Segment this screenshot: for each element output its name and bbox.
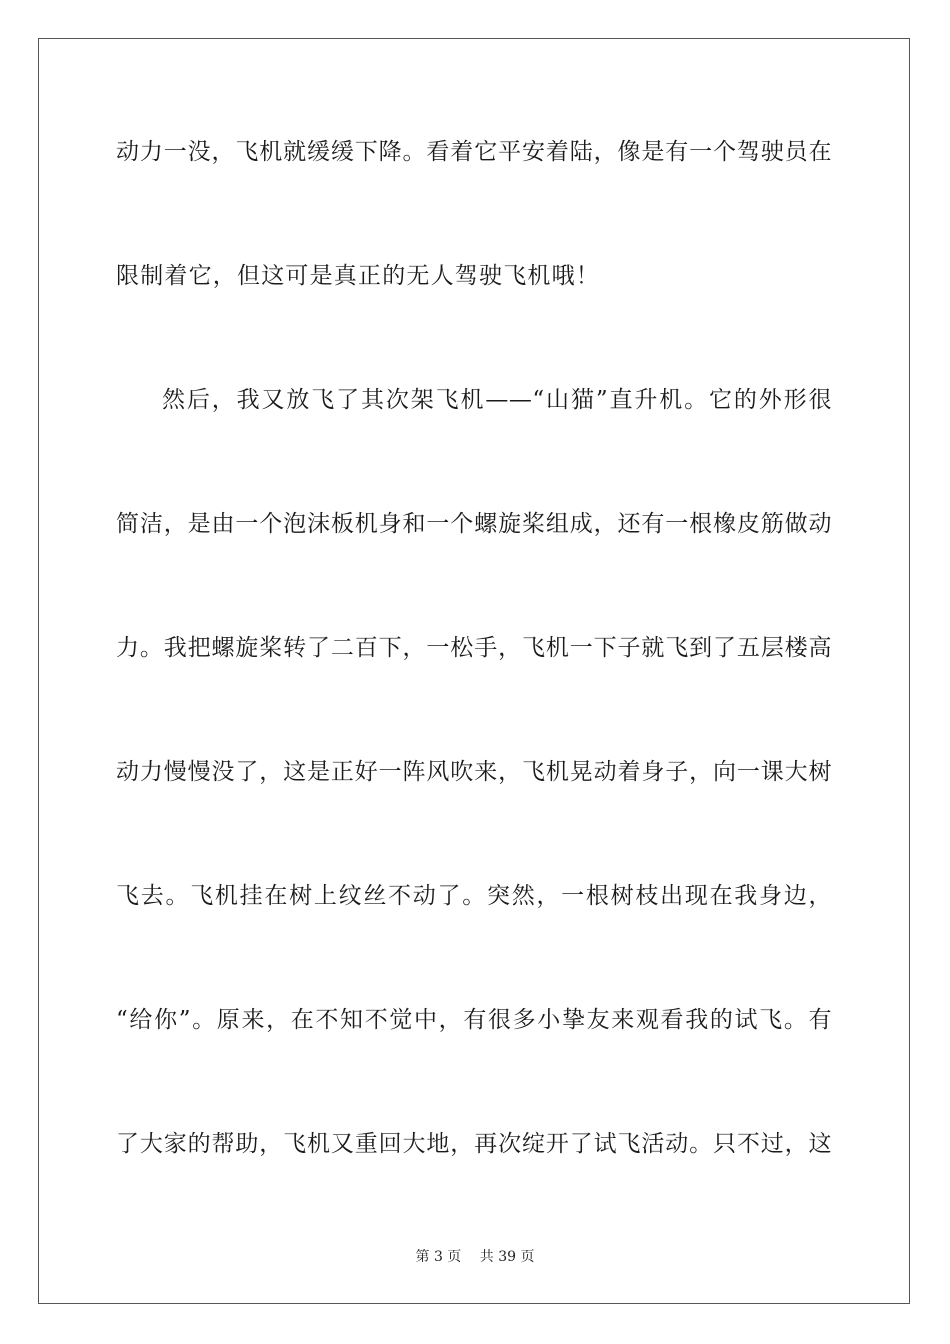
text-line: 限制着它，但这可是真正的无人驾驶飞机哦！ [116, 263, 600, 289]
text-line: 动力一没，飞机就缓缓下降。看着它平安着陆，像是有一个驾驶员在 [116, 139, 832, 165]
text-line: 力。我把螺旋桨转了二百下，一松手，飞机一下子就飞到了五层楼高 [116, 635, 832, 661]
page-number-footer: 第 3 页 共 39 页 [415, 1249, 535, 1265]
paragraph-first-line: 然后，我又放飞了其次架飞机——“山猫”直升机。它的外形很 [162, 387, 832, 413]
text-line: 简洁，是由一个泡沫板机身和一个螺旋桨组成，还有一根橡皮筋做动 [116, 511, 832, 537]
text-line: 了大家的帮助，飞机又重回大地，再次绽开了试飞活动。只不过，这 [116, 1131, 832, 1157]
text-line: 飞去。飞机挂在树上纹丝不动了。突然，一根树枝出现在我身边， [116, 883, 832, 909]
text-line: “给你”。原来，在不知不觉中，有很多小挚友来观看我的试飞。有 [116, 1007, 832, 1033]
page-border [38, 38, 910, 1304]
text-line: 动力慢慢没了，这是正好一阵风吹来，飞机晃动着身子，向一课大树 [116, 759, 832, 785]
